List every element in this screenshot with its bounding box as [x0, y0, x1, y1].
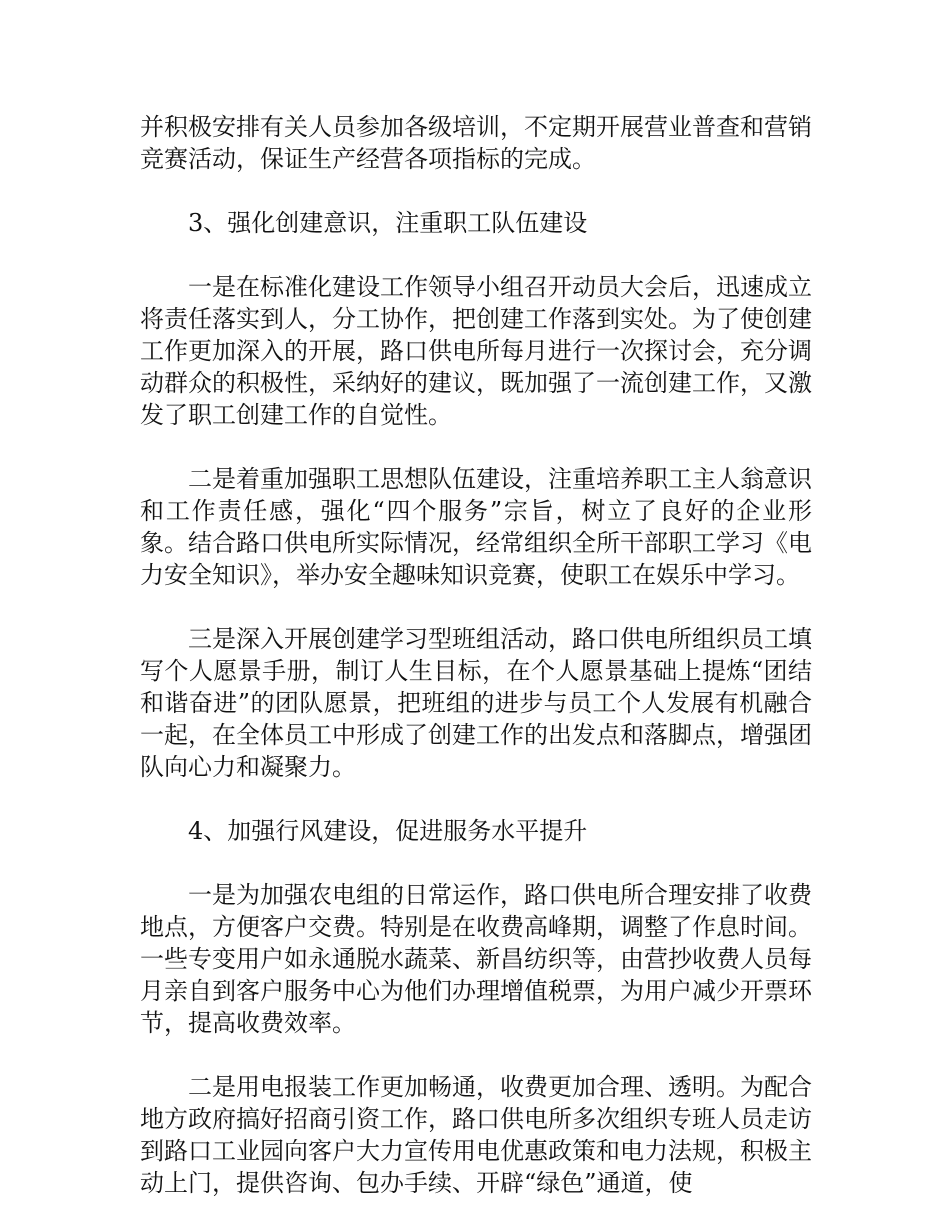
body-paragraph-5: 二是用电报装工作更加畅通，收费更加合理、透明。为配合地方政府搞好招商引资工作，路口供电所多次组织专班人员走访到路口工业园向客户大力宣传用电优惠政策和电力法规，积极主动上门，提供咨询、包办手续、开辟“绿色”通道，使	[140, 1073, 812, 1197]
section-heading-3: 3、强化创建意识，注重职工队伍建设	[188, 209, 588, 237]
continuation-paragraph: 并积极安排有关人员参加各级培训，不定期开展营业普查和营销竞赛活动，保证生产经营各项指标的完成。	[140, 113, 812, 173]
body-paragraph-1: 一是在标准化建设工作领导小组召开动员大会后，迅速成立将责任落实到人，分工协作，把创建工作落到实处。为了使创建工作更加深入的开展，路口供电所每月进行一次探讨会，充分调动群众的积极性，采纳好的建议，既加强了一流创建工作，又激发了职工创建工作的自觉性。	[140, 273, 812, 429]
section-heading-4: 4、加强行风建设，促进服务水平提升	[188, 817, 588, 845]
body-paragraph-3: 三是深入开展创建学习型班组活动，路口供电所组织员工填写个人愿景手册，制订人生目标，在个人愿景基础上提炼“团结和谐奋进”的团队愿景，把班组的进步与员工个人发展有机融合一起，在全体员工中形成了创建工作的出发点和落脚点，增强团队向心力和凝聚力。	[140, 625, 812, 781]
body-paragraph-4: 一是为加强农电组的日常运作，路口供电所合理安排了收费地点，方便客户交费。特别是在收费高峰期，调整了作息时间。一些专变用户如永通脱水蔬菜、新昌纺织等，由营抄收费人员每月亲自到客户服务中心为他们办理增值税票，为用户减少开票环节，提高收费效率。	[140, 881, 812, 1037]
document-body	[140, 111, 812, 1199]
body-paragraph-2: 二是着重加强职工思想队伍建设，注重培养职工主人翁意识和工作责任感，强化“四个服务”宗旨，树立了良好的企业形象。结合路口供电所实际情况，经常组织全所干部职工学习《电力安全知识》，举办安全趣味知识竞赛，使职工在娱乐中学习。	[140, 465, 812, 589]
